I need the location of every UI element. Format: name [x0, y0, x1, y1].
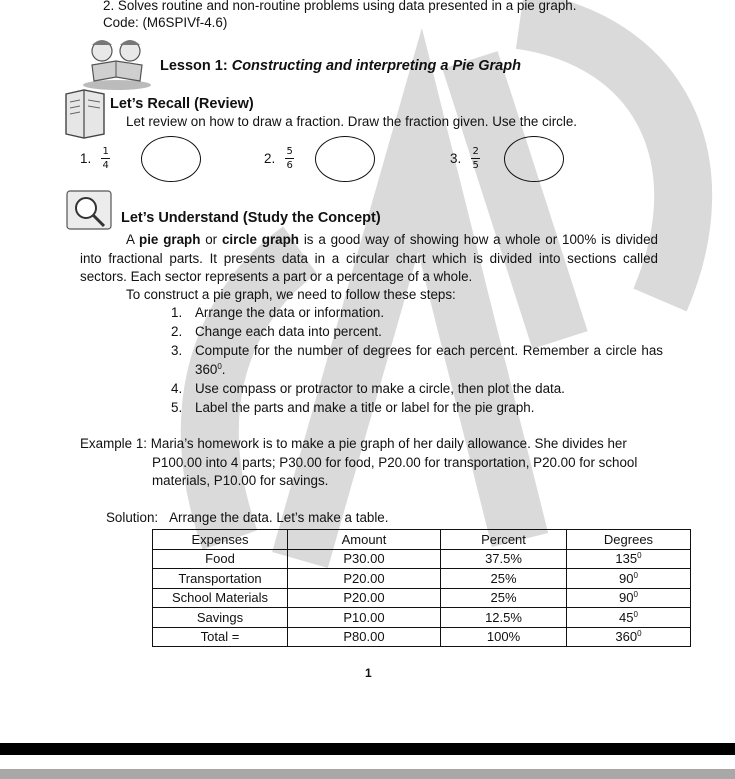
objective-text: 2. Solves routine and non-routine problems using data presented in a pie graph. [103, 0, 577, 13]
cell-degrees: $90^0$ [567, 569, 691, 589]
fraction-denominator: 5 [472, 160, 479, 171]
lesson-title-row [160, 58, 521, 74]
step-text: Label the parts and make a title or label for the pie graph. [195, 400, 535, 415]
solution-text: Arrange the data. Let’s make a table. [169, 510, 389, 525]
cell-degrees: $135^0$ [567, 549, 691, 569]
definition-rest: is a good way of showing how a whole or 100% is divided into fractional parts. It presents data in a circular chart which is divided into sections called sectors. Each sector represents a part or a percentage of a whole. [80, 232, 659, 284]
fraction-denominator: 4 [102, 160, 109, 171]
fraction [471, 146, 480, 171]
answer-circle-2[interactable] [315, 136, 375, 182]
cell-amount: P20.00 [288, 588, 441, 608]
step-item [168, 303, 663, 322]
competency-code: Code: (M6SPIVf-4.6) [103, 15, 228, 30]
step-item [168, 341, 663, 379]
lesson-title: Constructing and interpreting a Pie Graph [231, 58, 521, 74]
definition-paragraph [80, 231, 658, 287]
example-text-1: Maria’s homework is to make a pie graph of her daily allowance. She divides her [150, 436, 627, 451]
table-header-row [153, 530, 691, 550]
fraction-denominator: 6 [286, 160, 293, 171]
solution-row [106, 510, 388, 525]
cell-degrees: $360^0$ [567, 627, 691, 647]
lesson-label: Lesson 1: [160, 58, 232, 74]
fraction-item-2 [264, 146, 294, 171]
cell-percent: 12.5% [441, 608, 567, 628]
cell-expense: Food [153, 549, 288, 569]
cell-expense: School Materials [153, 588, 288, 608]
step-number: 2. [171, 324, 183, 339]
definition-or: or [200, 232, 222, 247]
table-total-row [153, 627, 691, 647]
recall-instruction: Let review on how to draw a fraction. Draw the fraction given. Use the circle. [126, 114, 578, 129]
cell-expense: Total = [153, 627, 288, 647]
item-number: 1. [80, 151, 92, 166]
cell-percent: 25% [441, 569, 567, 589]
answer-circle-1[interactable] [141, 136, 201, 182]
table-row [153, 569, 691, 589]
header-degrees: Degrees [567, 530, 691, 550]
fraction-item-1 [80, 146, 110, 171]
answer-circle-3[interactable] [504, 136, 564, 182]
footer-bar-black [0, 743, 735, 755]
children-reading-icon [80, 35, 154, 91]
fraction-numerator: 1 [102, 146, 109, 157]
book-icon [62, 88, 108, 140]
example-label: Example 1: [80, 436, 151, 451]
term-pie-graph: pie graph [139, 232, 201, 247]
cell-amount: P80.00 [288, 627, 441, 647]
solution-label: Solution: [106, 510, 159, 525]
magnifier-icon [64, 188, 116, 234]
item-number: 2. [264, 151, 276, 166]
allowance-table [152, 529, 691, 647]
step-text: Change each data into percent. [195, 324, 382, 339]
cell-percent: 100% [441, 627, 567, 647]
cell-amount: P20.00 [288, 569, 441, 589]
cell-percent: 25% [441, 588, 567, 608]
example-line-1 [80, 436, 627, 451]
table-row [153, 588, 691, 608]
fraction-item-3 [450, 146, 480, 171]
step-text: Arrange the data or information. [195, 305, 385, 320]
step-number: 3. [171, 343, 183, 358]
understand-heading: Let’s Understand (Study the Concept) [121, 210, 381, 226]
steps-list [168, 303, 663, 417]
cell-degrees: $90^0$ [567, 588, 691, 608]
item-number: 3. [450, 151, 462, 166]
cell-expense: Transportation [153, 569, 288, 589]
step-item [168, 322, 663, 341]
recall-heading: Let’s Recall (Review) [110, 96, 254, 112]
fraction [285, 146, 294, 171]
cell-expense: Savings [153, 608, 288, 628]
step-number: 5. [171, 400, 183, 415]
step-text: Compute for the number of degrees for each percent. Remember a circle has 360 [195, 343, 663, 377]
step-item [168, 379, 663, 398]
fraction [101, 146, 110, 171]
definition-start: A [126, 232, 140, 247]
fraction-numerator: 5 [286, 146, 293, 157]
cell-amount: P30.00 [288, 549, 441, 569]
degree-sup: 0 [217, 362, 222, 371]
watermark-letter-i [470, 60, 560, 340]
step-text: Use compass or protractor to make a circle, then plot the data. [195, 381, 565, 396]
step-number: 4. [171, 381, 183, 396]
step-number: 1. [171, 305, 183, 320]
step-item [168, 398, 663, 417]
step-end: . [221, 362, 226, 377]
cell-amount: P10.00 [288, 608, 441, 628]
table-row [153, 549, 691, 569]
example-line-3: materials, P10.00 for savings. [152, 473, 329, 488]
header-expenses: Expenses [153, 530, 288, 550]
table-row [153, 608, 691, 628]
page-number: 1 [365, 666, 372, 680]
cell-percent: 37.5% [441, 549, 567, 569]
steps-intro: To construct a pie graph, we need to follow these steps: [126, 287, 456, 302]
example-line-2: P100.00 into 4 parts; P30.00 for food, P20.00 for transportation, P20.00 for school [152, 455, 638, 470]
footer-bar-gray [0, 769, 735, 779]
cell-degrees: $45^0$ [567, 608, 691, 628]
fraction-numerator: 2 [472, 146, 479, 157]
header-amount: Amount [288, 530, 441, 550]
term-circle-graph: circle graph [221, 232, 299, 247]
header-percent: Percent [441, 530, 567, 550]
